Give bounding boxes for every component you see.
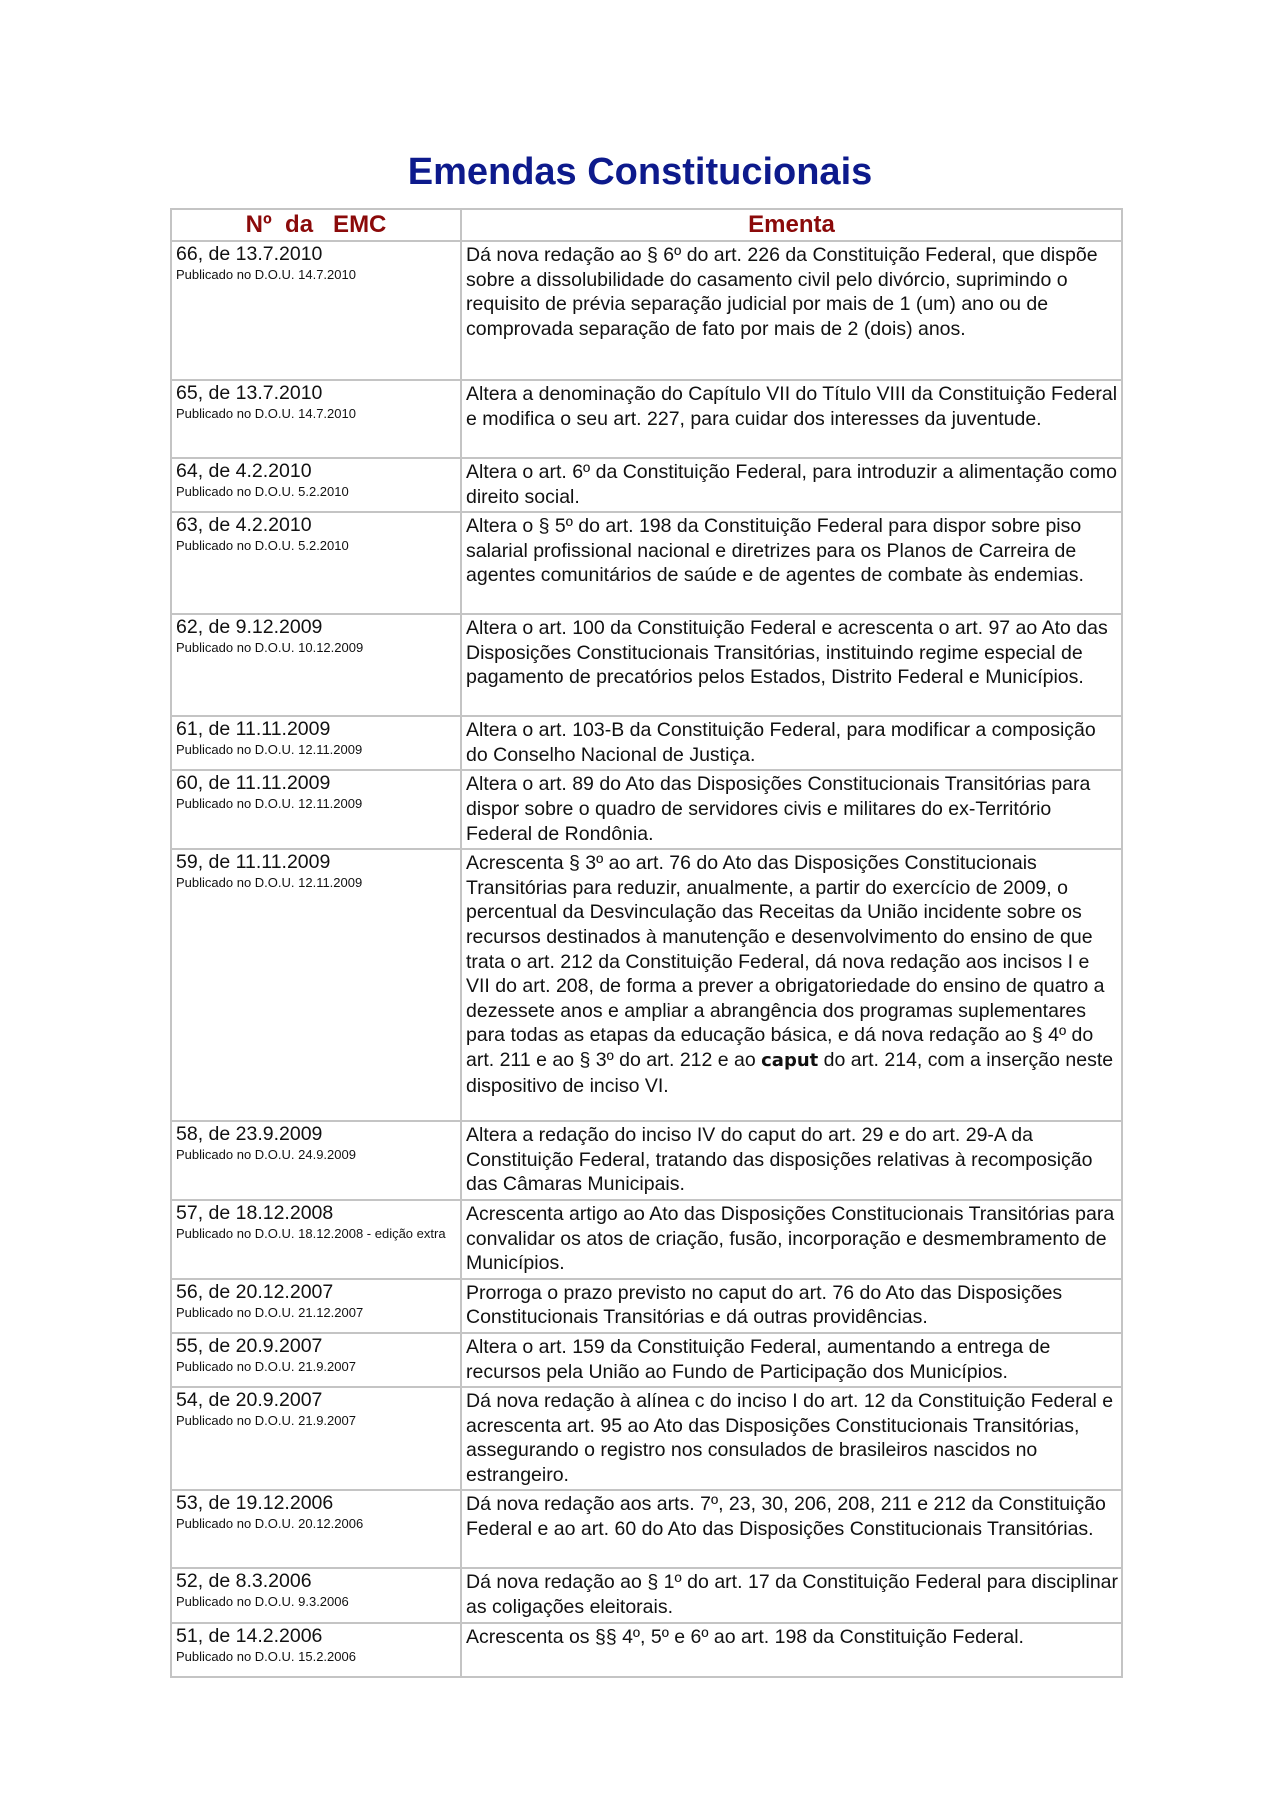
emc-number: 57, de 18.12.2008 <box>176 1201 334 1224</box>
emc-number: 56, de 20.12.2007 <box>176 1280 334 1303</box>
ementa-text <box>461 849 1122 1121</box>
emc-cell <box>171 614 461 716</box>
ementa-text: Altera a redação do inciso IV do caput do art. 29 e do art. 29-A da Constituição Federal, tratando das disposições relativas à recomposição das Câmaras Municipais. <box>461 1121 1122 1200</box>
emc-number: 51, de 14.2.2006 <box>176 1624 323 1647</box>
table-row <box>171 849 1122 1121</box>
emc-number: 62, de 9.12.2009 <box>176 616 323 639</box>
table-row <box>171 1568 1122 1622</box>
emc-cell <box>171 849 461 1121</box>
ementa-text: Dá nova redação à alínea c do inciso I do art. 12 da Constituição Federal e acrescenta art. 95 ao Ato das Disposições Constitucionais Transitórias, assegurando o registro nos consulados de brasileiros nascidos no estrangeiro. <box>461 1387 1122 1490</box>
emc-cell <box>171 1200 461 1279</box>
emc-cell <box>171 1279 461 1333</box>
emc-publication: Publicado no D.O.U. 12.11.2009 <box>176 875 363 891</box>
emc-number: 54, de 20.9.2007 <box>176 1389 323 1412</box>
table-row <box>171 1121 1122 1200</box>
table-row <box>171 1623 1122 1677</box>
emc-cell <box>171 1387 461 1490</box>
emc-publication: Publicado no D.O.U. 21.9.2007 <box>176 1413 356 1429</box>
table-row <box>171 1490 1122 1568</box>
emendas-table <box>170 208 1123 1678</box>
table-row <box>171 1333 1122 1387</box>
emc-publication: Publicado no D.O.U. 24.9.2009 <box>176 1147 356 1163</box>
emc-publication: Publicado no D.O.U. 5.2.2010 <box>176 484 349 499</box>
emc-publication: Publicado no D.O.U. 12.11.2009 <box>176 742 363 758</box>
table-row <box>171 458 1122 512</box>
emc-publication: Publicado no D.O.U. 14.7.2010 <box>176 406 356 421</box>
emc-publication: Publicado no D.O.U. 9.3.2006 <box>176 1594 349 1610</box>
emc-publication: Publicado no D.O.U. 15.2.2006 <box>176 1648 356 1664</box>
table-row <box>171 1387 1122 1490</box>
emc-publication: Publicado no D.O.U. 21.12.2007 <box>176 1304 364 1320</box>
emc-number: 63, de 4.2.2010 <box>176 514 312 537</box>
header-emc-number: Nº da EMC <box>171 209 461 241</box>
emc-cell <box>171 1490 461 1568</box>
emc-publication: Publicado no D.O.U. 5.2.2010 <box>176 538 349 554</box>
ementa-text: Altera o art. 103-B da Constituição Federal, para modificar a composição do Conselho Nacional de Justiça. <box>461 716 1122 770</box>
emc-publication: Publicado no D.O.U. 14.7.2010 <box>176 267 356 282</box>
emc-cell <box>171 1333 461 1387</box>
emc-number: 61, de 11.11.2009 <box>176 718 331 741</box>
ementa-text: Dá nova redação ao § 6º do art. 226 da Constituição Federal, que dispõe sobre a dissolubilidade do casamento civil pelo divórcio, suprimindo o requisito de prévia separação judicial por mais de 1 (um) ano ou de comprovada separação de fato por mais de 2 (dois) anos. <box>461 241 1122 380</box>
emc-publication: Publicado no D.O.U. 18.12.2008 - edição extra <box>176 1225 446 1241</box>
emc-number: 52, de 8.3.2006 <box>176 1570 312 1593</box>
emc-number: 66, de 13.7.2010 <box>176 243 323 265</box>
ementa-text: Dá nova redação aos arts. 7º, 23, 30, 206, 208, 211 e 212 da Constituição Federal e ao art. 60 do Ato das Disposições Constitucionais Transitórias. <box>461 1490 1122 1568</box>
ementa-text: Acrescenta artigo ao Ato das Disposições Constitucionais Transitórias para convalidar os atos de criação, fusão, incorporação e desmembramento de Municípios. <box>461 1200 1122 1279</box>
ementa-text: Altera o art. 89 do Ato das Disposições Constitucionais Transitórias para dispor sobre o quadro de servidores civis e militares do ex-Território Federal de Rondônia. <box>461 770 1122 849</box>
emc-number: 64, de 4.2.2010 <box>176 460 312 482</box>
emc-cell <box>171 770 461 849</box>
header-ementa: Ementa <box>461 209 1122 241</box>
table-row <box>171 241 1122 380</box>
table-row <box>171 770 1122 849</box>
emc-number: 60, de 11.11.2009 <box>176 772 331 795</box>
ementa-text: Altera o § 5º do art. 198 da Constituição Federal para dispor sobre piso salarial profissional nacional e diretrizes para os Planos de Carreira de agentes comunitários de saúde e de agentes de combate às endemias. <box>461 512 1122 614</box>
table-row <box>171 1279 1122 1333</box>
emc-cell <box>171 380 461 458</box>
ementa-text: Altera o art. 100 da Constituição Federal e acrescenta o art. 97 ao Ato das Disposições Constitucionais Transitórias, instituindo regime especial de pagamento de precatórios pelos Estados, Distrito Federal e Municípios. <box>461 614 1122 716</box>
emc-cell <box>171 1568 461 1622</box>
table-row <box>171 512 1122 614</box>
table-row <box>171 716 1122 770</box>
ementa-text-part: do art. 214, com a inserção neste dispositivo de inciso VI. <box>466 1048 1114 1097</box>
emc-cell <box>171 458 461 512</box>
table-row <box>171 614 1122 716</box>
emc-number: 58, de 23.9.2009 <box>176 1123 323 1146</box>
emc-number: 65, de 13.7.2010 <box>176 382 323 404</box>
ementa-bold-caput: caput <box>761 1049 819 1071</box>
page-title: Emendas Constitucionais <box>407 151 873 193</box>
emc-number: 55, de 20.9.2007 <box>176 1334 323 1357</box>
ementa-text: Altera o art. 159 da Constituição Federal, aumentando a entrega de recursos pela União ao Fundo de Participação dos Municípios. <box>461 1333 1122 1387</box>
ementa-text: Prorroga o prazo previsto no caput do art. 76 do Ato das Disposições Constitucionais Transitórias e dá outras providências. <box>461 1279 1122 1333</box>
table-row <box>171 1200 1122 1279</box>
emc-cell <box>171 716 461 770</box>
ementa-text: Dá nova redação ao § 1º do art. 17 da Constituição Federal para disciplinar as coligações eleitorais. <box>461 1568 1122 1622</box>
table-row <box>171 380 1122 458</box>
ementa-text: Acrescenta os §§ 4º, 5º e 6º ao art. 198 da Constituição Federal. <box>461 1623 1122 1677</box>
emc-cell <box>171 1121 461 1200</box>
emc-number: 59, de 11.11.2009 <box>176 851 331 874</box>
ementa-text-part: Acrescenta § 3º ao art. 76 do Ato das Disposições Constitucionais Transitórias para reduzir, anualmente, a partir do exercício de 2009, o percentual da Desvinculação das Receitas da União incidente sobre os recursos destinados à manutenção e desenvolvimento do ensino de que trata o art. 212 da Constituição Federal, dá nova redação aos incisos I e VII do art. 208, de forma a prever a obrigatoriedade do ensino de quatro a dezessete anos e ampliar a abrangência dos programas suplementares para todas as etapas da educação básica, e dá nova redação ao § 4º do art. 211 e ao § 3º do art. 212 e ao <box>466 852 1105 1071</box>
emc-publication: Publicado no D.O.U. 20.12.2006 <box>176 1516 364 1532</box>
emc-cell <box>171 241 461 380</box>
emc-publication: Publicado no D.O.U. 12.11.2009 <box>176 796 363 812</box>
ementa-text: Altera o art. 6º da Constituição Federal, para introduzir a alimentação como direito social. <box>461 458 1122 512</box>
table-header-row <box>171 209 1122 241</box>
emc-number: 53, de 19.12.2006 <box>176 1492 334 1515</box>
emc-cell <box>171 512 461 614</box>
ementa-text: Altera a denominação do Capítulo VII do Título VIII da Constituição Federal e modifica o seu art. 227, para cuidar dos interesses da juventude. <box>461 380 1122 458</box>
emc-publication: Publicado no D.O.U. 10.12.2009 <box>176 640 364 656</box>
emc-cell <box>171 1623 461 1677</box>
emc-publication: Publicado no D.O.U. 21.9.2007 <box>176 1358 356 1374</box>
